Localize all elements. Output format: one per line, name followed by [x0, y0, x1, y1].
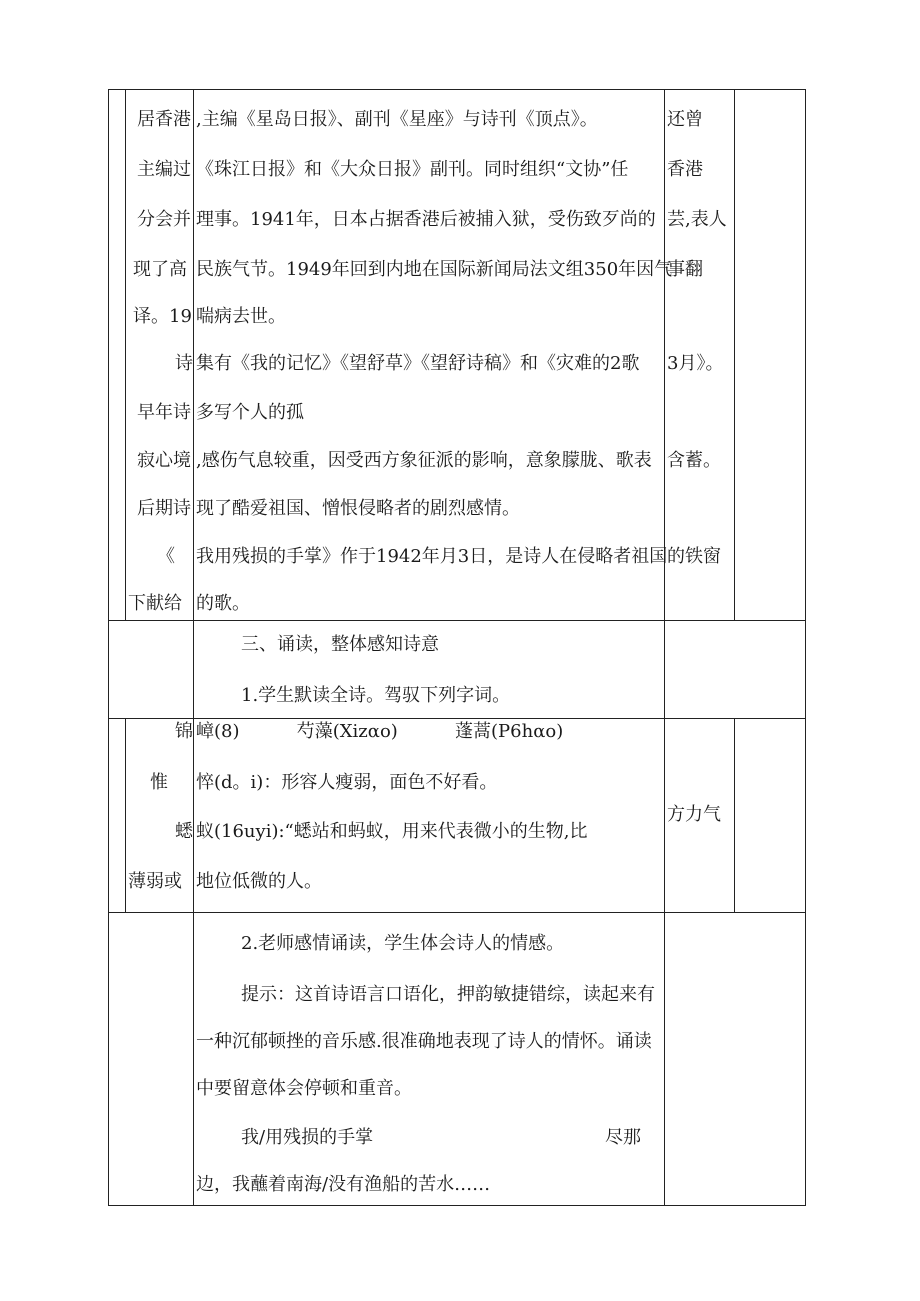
left-col-text: 主编过 — [137, 159, 191, 180]
main-text-line: 的歌。 — [196, 593, 250, 614]
main-text-line: 提示：这首诗语言口语化，押韵敏捷错综，读起来有 — [241, 984, 655, 1005]
left-col-text: 蟋 — [175, 821, 193, 842]
right-col-text: 方力气 — [667, 804, 721, 825]
left-col-text: 分会并 — [137, 209, 191, 230]
row-divider-2 — [108, 718, 806, 719]
left-col-text: 寂心境 — [137, 450, 191, 471]
right-col-text: 3月》。 — [667, 353, 724, 374]
left-col-text: 《 — [157, 546, 175, 567]
left-col-text: 现了高 — [133, 259, 187, 280]
poem-line: 尽那 — [605, 1127, 641, 1148]
main-text-line: 悴(d。i)：形容人瘦弱，面色不好看。 — [196, 772, 498, 793]
left-col-text: 后期诗 — [137, 498, 191, 519]
inner-right-rule-2 — [734, 718, 735, 912]
left-col-text: 诗 — [175, 353, 193, 374]
main-text-line: 喘病去世。 — [196, 306, 286, 327]
inner-left-rule-2 — [125, 718, 126, 912]
column-divider-left — [193, 89, 194, 1206]
main-text-line: 中要留意体会停顿和重音。 — [196, 1078, 412, 1099]
poem-line: 我/用残损的手掌 — [241, 1127, 374, 1148]
right-col-text: 还曾 — [667, 109, 703, 130]
main-text-line: 集有《我的记忆》《望舒草》《望舒诗稿》和《灾难的2歌 — [196, 353, 640, 374]
main-text-line: 理事。1941年，日本占据香港后被捕入狱，受伤致歹尚的 — [196, 209, 656, 230]
main-text-line: ,感伤气息较重，因受西方象征派的影响，意象朦胧、歌表 — [196, 450, 652, 471]
main-text-line: 地位低微的人。 — [196, 871, 322, 892]
left-col-text: 惟 — [150, 772, 168, 793]
main-text-line: 多写个人的孤 — [196, 402, 304, 423]
main-text-line: 蚁(16uyi):“蟋站和蚂蚁，用来代表微小的生物,比 — [196, 821, 588, 842]
row-divider-1 — [108, 620, 806, 621]
main-text-line: 现了酷爱祖国、憎恨侵略者的剧烈感情。 — [196, 498, 520, 519]
left-col-text: 译。19 — [133, 306, 192, 327]
right-col-text: 事翻 — [667, 259, 703, 280]
table-border-bottom — [108, 1205, 806, 1206]
left-col-text: 早年诗 — [137, 402, 191, 423]
inner-left-rule-1 — [125, 89, 126, 620]
main-text-line: 嶂(8) 芍藻(Xizαo) 蓬蒿(P6hαo) — [196, 721, 564, 742]
main-text-line: 《珠江日报》和《大众日报》副刊。同时组织“文协”任 — [196, 159, 629, 180]
right-col-text: 的铁窗 — [667, 546, 721, 567]
right-col-text: 含蓄。 — [667, 450, 721, 471]
main-text-line: ,主编《星岛日报》、副刊《星座》与诗刊《顶点》。 — [196, 109, 598, 130]
main-text-line: 我用残损的手掌》作于1942年月3日，是诗人在侵略者祖国 — [196, 546, 668, 567]
main-text-line: 2.老师感情诵读，学生体会诗人的情感。 — [241, 933, 565, 954]
left-col-text: 锦 — [175, 721, 193, 742]
right-col-text: 香港 — [667, 159, 703, 180]
table-border-left — [108, 89, 109, 1206]
row-divider-3 — [108, 912, 806, 913]
poem-line: 边，我蘸着南海/没有渔船的苦水…… — [196, 1174, 491, 1195]
right-col-text: 芸,表人 — [667, 209, 727, 230]
section-heading: 三、诵读，整体感知诗意 — [241, 634, 439, 655]
left-col-text: 薄弱或 — [128, 871, 182, 892]
main-text-line: 民族气节。1949年回到内地在国际新闻局法文组350年因气 — [196, 259, 673, 280]
left-col-text: 下献给 — [128, 593, 182, 614]
table-border-right — [805, 89, 806, 1206]
main-text-line: 一种沉郁顿挫的音乐感.很准确地表现了诗人的情怀。诵读 — [196, 1031, 652, 1052]
column-divider-right — [664, 89, 665, 1206]
table-border-top — [108, 89, 806, 90]
left-col-text: 居香港 — [137, 109, 191, 130]
inner-right-rule-1 — [734, 89, 735, 620]
main-text-line: 1.学生默读全诗。驾驭下列字词。 — [241, 685, 511, 706]
